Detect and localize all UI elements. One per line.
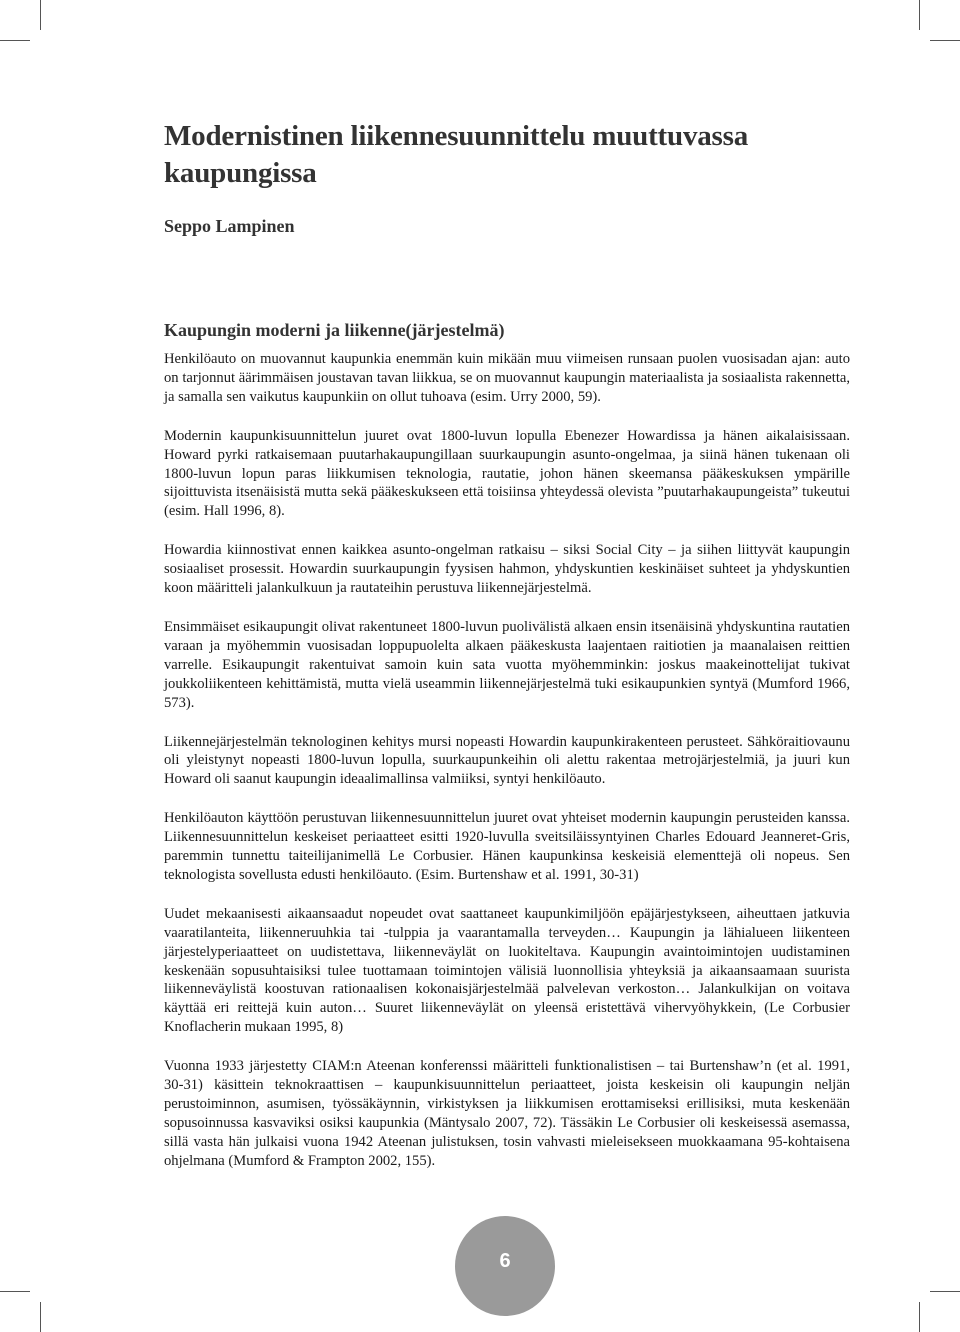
paragraph: Uudet mekaanisesti aikaansaadut nopeudet ovat saattaneet kaupunkimiljöön epäjärjestykseen, aiheuttaen jatkuvia vaaratilanteita, liikenneruuhkia tai -tulppia ja vaarantamalla terveyden… Kaupungin ja lähialueen liikenteen järjestelyperiaatteet on uudistettava, liikenneväylät on luokiteltava. Kaupungin avaintoimintojen uudistaminen keskenään sopusuhtaisiksi tulee tuottamaan toimintojen välisiä luonnollisia yhteyksiä ja aikaansaamaan suurista liikenneväylistä koostuvan rationaalisen kokonaisjärjestelmää palvelevan verkoston… Jalankulkijan on voitava käyttää eri reittejä kuin auton… Suuret liikenneväylät on yleensä eristettävä vihervyöhykkein, (Le Corbusier Knoflacherin mukaan 1995, 8) <box>164 905 850 1036</box>
paragraph: Ensimmäiset esikaupungit olivat rakentuneet 1800-luvun puolivälistä alkaen ensin itsenäisinä yhdyskuntina rautatien varaan ja myöhemmin vuosisadan loppupuolelta alkaen pääkeskusta laajentaen raitiotien ja maanalaisen reittien varrelle. Esikaupungit rakentuivat samoin kuin sata vuotta myöhemminkin: joskus maakeinottelijat tukivat joukkoliikenteen kehittämistä, mutta vielä useammin liikennejärjestelmä tuki esikaupunkien syntyä (Mumford 1966, 573). <box>164 618 850 711</box>
crop-mark <box>0 40 30 41</box>
body-text <box>164 350 850 1171</box>
crop-mark <box>919 0 920 30</box>
paragraph: Howardia kiinnostivat ennen kaikkea asunto-ongelman ratkaisu – siksi Social City – ja siihen liittyvät kaupungin sosiaaliset prosessit. Howardin suurkaupungin fyysisen hahmon, yhdyskuntien keskinäiset suhteet ja yhdyskuntien koon määritteli jalankulkuun ja rautateihin perustuva liikennejärjestelmä. <box>164 542 850 597</box>
crop-mark <box>919 1302 920 1332</box>
page-number: 6 <box>455 1216 555 1316</box>
section-heading: Kaupungin moderni ja liikenne(järjestelmä) <box>164 320 505 340</box>
crop-mark <box>40 1302 41 1332</box>
paragraph: Henkilöauton käyttöön perustuvan liikennesuunnittelun juuret ovat yhteiset modernin kaupungin perusteiden kanssa. Liikennesuunnittelun keskeiset periaatteet esitti 1920-luvulla sveitsiläissyntyinen Charles Edouard Jeanneret-Gris, paremmin tunnettu taiteilijanimellä Le Corbusier. Hänen kaupunkinsa keskeisiä elementtejä oli nopeus. Sen teknologista sovellusta edusti henkilöauto. (Esim. Burtenshaw et al. 1991, 30-31) <box>164 810 850 883</box>
paragraph: Vuonna 1933 järjestetty CIAM:n Ateenan konferenssi määritteli funktionalistisen – tai Burtenshaw’n (et al. 1991, 30-31) käsittein teknokraattisen – kaupunkisuunnittelun periaatteet, joista keskeisin oli kaupungin neljän perustoiminnon, asumisen, työssäkäynnin, virkistyksen ja liikkumisen erottamiseksi erillisiksi, muta keskenään sopusoinnussa kasvaviksi osiksi kaupunkia (Mäntysalo 2007, 72). Tässäkin Le Corbusier oli keskeisessä asemassa, sillä vasta hän julkaisi vuona 1942 Ateenan julistuksen, tosin vahvasti mieleisekseen muokkaamana 95-kohtaisena ohjelmana (Mumford & Frampton 2002, 155). <box>164 1058 850 1169</box>
article-title: Modernistinen liikennesuunnittelu muuttuvassa kaupungissa <box>164 120 749 189</box>
crop-mark <box>40 0 41 30</box>
paragraph: Liikennejärjestelmän teknologinen kehitys mursi nopeasti Howardin kaupunkirakenteen perusteet. Sähköraitiovaunu oli yleistynyt nopeasti 1800-luvun lopulla, suurkaupunkeihin oli alettu rakentaa metrojärjestelmiä, ja juuri kun Howard oli saanut kaupungin ideaalimallinsa valmiiksi, syntyi henkilöauto. <box>164 733 850 788</box>
crop-mark <box>930 1291 960 1292</box>
article <box>164 118 850 1191</box>
crop-mark <box>930 40 960 41</box>
paragraph: Henkilöauto on muovannut kaupunkia enemmän kuin mikään muu viimeisen runsaan puolen vuosisadan ajan: auto on tarjonnut äärimmäisen joustavan tavan liikkua, se on muovannut kaupungin materiaalista ja sosiaalista rakennetta, ja samalla sen vaikutus kaupunkiin on ollut tuhoava (esim. Urry 2000, 59). <box>164 351 850 405</box>
author-name: Seppo Lampinen <box>164 216 295 236</box>
paragraph: Modernin kaupunkisuunnittelun juuret ovat 1800-luvun lopulla Ebenezer Howardissa ja hänen aikalaisissaan. Howard pyrki ratkaisemaan puutarhakaupungillaan suurkaupungin asunto-ongelmaa, ja siinä hänen tukenaan oli 1800-luvun lopun paras liikkumisen teknologia, rautatie, johon hänen skeemansa pääkeskuksen ympärille sijoittuvista itsenäisistä mutta sekä pääkeskukseen että toisiinsa yhteydessä olevista ”puutarhakaupungeista” tukeutui (esim. Hall 1996, 8). <box>164 427 850 520</box>
crop-mark <box>0 1291 30 1292</box>
